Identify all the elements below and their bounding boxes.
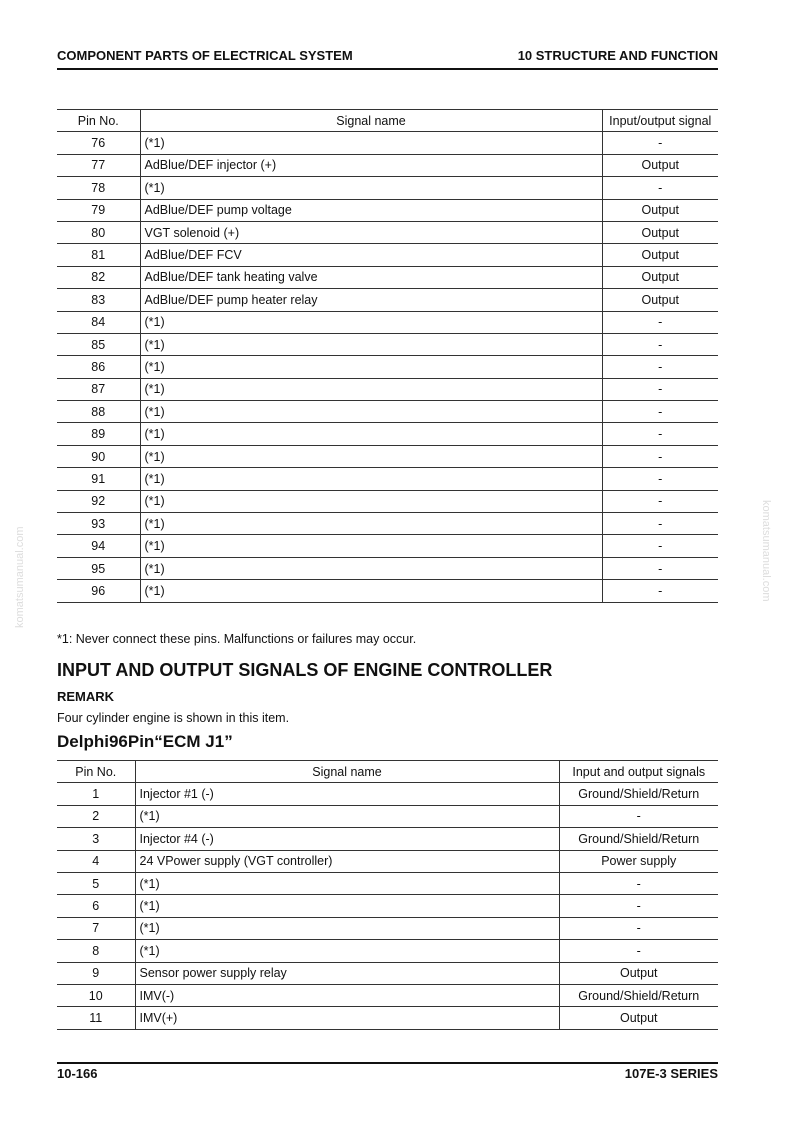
table-row bbox=[57, 580, 718, 602]
table-row bbox=[57, 199, 718, 221]
signal-name-cell: (*1) bbox=[140, 177, 602, 199]
subsection-title: Delphi96Pin“ECM J1” bbox=[57, 732, 233, 751]
table-row bbox=[57, 244, 718, 266]
io-signal-cell: - bbox=[602, 177, 718, 199]
table-row bbox=[57, 917, 718, 939]
page-header bbox=[57, 46, 718, 70]
pin-number-cell: 7 bbox=[57, 917, 135, 939]
table-row bbox=[57, 132, 718, 154]
pin-table-1 bbox=[57, 109, 718, 603]
io-signal-cell: - bbox=[602, 580, 718, 602]
signal-name-cell: (*1) bbox=[135, 895, 559, 917]
signal-name-cell: (*1) bbox=[140, 401, 602, 423]
pin-number-cell: 4 bbox=[57, 850, 135, 872]
col-signal-name: Signal name bbox=[140, 110, 602, 132]
io-signal-cell: Output bbox=[559, 1007, 718, 1029]
io-signal-cell: - bbox=[559, 805, 718, 827]
signal-name-cell: (*1) bbox=[140, 580, 602, 602]
table-row bbox=[57, 783, 718, 805]
io-signal-cell: - bbox=[602, 445, 718, 467]
pin-number-cell: 81 bbox=[57, 244, 140, 266]
table-header-row bbox=[57, 110, 718, 132]
col-pin-no: Pin No. bbox=[57, 761, 135, 783]
table-row bbox=[57, 445, 718, 467]
io-signal-cell: - bbox=[602, 356, 718, 378]
io-signal-cell: Output bbox=[602, 221, 718, 243]
table-row bbox=[57, 266, 718, 288]
table-row bbox=[57, 940, 718, 962]
signal-name-cell: VGT solenoid (+) bbox=[140, 221, 602, 243]
table-row bbox=[57, 895, 718, 917]
io-signal-cell: - bbox=[559, 940, 718, 962]
signal-name-cell: IMV(+) bbox=[135, 1007, 559, 1029]
signal-name-cell: Injector #4 (-) bbox=[135, 828, 559, 850]
io-signal-cell: Ground/Shield/Return bbox=[559, 828, 718, 850]
header-section-title: COMPONENT PARTS OF ELECTRICAL SYSTEM bbox=[57, 48, 353, 63]
pin-number-cell: 3 bbox=[57, 828, 135, 850]
table-row bbox=[57, 333, 718, 355]
io-signal-cell: - bbox=[602, 401, 718, 423]
signal-name-cell: (*1) bbox=[140, 445, 602, 467]
pin-number-cell: 77 bbox=[57, 154, 140, 176]
series-label: 107E-3 SERIES bbox=[624, 1066, 718, 1081]
signal-name-cell: AdBlue/DEF pump heater relay bbox=[140, 289, 602, 311]
io-signal-cell: - bbox=[602, 378, 718, 400]
io-signal-cell: Output bbox=[559, 962, 718, 984]
io-signal-cell: Ground/Shield/Return bbox=[559, 984, 718, 1006]
pin-number-cell: 6 bbox=[57, 895, 135, 917]
table-row bbox=[57, 423, 718, 445]
table-row bbox=[57, 984, 718, 1006]
io-signal-cell: - bbox=[602, 513, 718, 535]
table-row bbox=[57, 177, 718, 199]
signal-name-cell: (*1) bbox=[135, 872, 559, 894]
signal-name-cell: (*1) bbox=[140, 423, 602, 445]
header-chapter-title: 10 STRUCTURE AND FUNCTION bbox=[517, 48, 718, 63]
pin-number-cell: 2 bbox=[57, 805, 135, 827]
io-signal-cell: Output bbox=[602, 289, 718, 311]
table-row bbox=[57, 401, 718, 423]
pin-number-cell: 82 bbox=[57, 266, 140, 288]
io-signal-cell: - bbox=[602, 535, 718, 557]
pin-number-cell: 87 bbox=[57, 378, 140, 400]
signal-name-cell: (*1) bbox=[140, 535, 602, 557]
col-io-signals: Input and output signals bbox=[559, 761, 718, 783]
signal-name-cell: (*1) bbox=[140, 356, 602, 378]
table-row bbox=[57, 828, 718, 850]
io-signal-cell: - bbox=[602, 490, 718, 512]
signal-name-cell: (*1) bbox=[135, 917, 559, 939]
pin-number-cell: 93 bbox=[57, 513, 140, 535]
table-row bbox=[57, 1007, 718, 1029]
pin-number-cell: 96 bbox=[57, 580, 140, 602]
remark-label: REMARK bbox=[57, 689, 115, 704]
table-row bbox=[57, 378, 718, 400]
io-signal-cell: - bbox=[602, 333, 718, 355]
table-row bbox=[57, 557, 718, 579]
signal-name-cell: Injector #1 (-) bbox=[135, 783, 559, 805]
table-row bbox=[57, 468, 718, 490]
io-signal-cell: - bbox=[602, 468, 718, 490]
pin-number-cell: 91 bbox=[57, 468, 140, 490]
table-row bbox=[57, 805, 718, 827]
io-signal-cell: - bbox=[602, 557, 718, 579]
io-signal-cell: - bbox=[559, 895, 718, 917]
io-signal-cell: Output bbox=[602, 244, 718, 266]
pin-number-cell: 10 bbox=[57, 984, 135, 1006]
io-signal-cell: Ground/Shield/Return bbox=[559, 783, 718, 805]
signal-name-cell: (*1) bbox=[140, 490, 602, 512]
pin-table-2 bbox=[57, 760, 718, 1030]
pin-number-cell: 86 bbox=[57, 356, 140, 378]
signal-name-cell: (*1) bbox=[140, 132, 602, 154]
io-signal-cell: Output bbox=[602, 199, 718, 221]
table-row bbox=[57, 221, 718, 243]
signal-name-cell: AdBlue/DEF pump voltage bbox=[140, 199, 602, 221]
signal-name-cell: (*1) bbox=[140, 557, 602, 579]
signal-name-cell: (*1) bbox=[140, 468, 602, 490]
pin-number-cell: 80 bbox=[57, 221, 140, 243]
io-signal-cell: Power supply bbox=[559, 850, 718, 872]
table-header-row bbox=[57, 761, 718, 783]
watermark-right: komatsumanual.com bbox=[760, 500, 772, 602]
watermark-left: komatsumanual.com bbox=[14, 526, 26, 628]
table-row bbox=[57, 490, 718, 512]
page-number: 10-166 bbox=[57, 1066, 98, 1081]
signal-name-cell: (*1) bbox=[140, 311, 602, 333]
signal-name-cell: 24 VPower supply (VGT controller) bbox=[135, 850, 559, 872]
pin-number-cell: 94 bbox=[57, 535, 140, 557]
col-io-signal: Input/output signal bbox=[602, 110, 718, 132]
col-signal-name: Signal name bbox=[135, 761, 559, 783]
io-signal-cell: - bbox=[602, 132, 718, 154]
signal-name-cell: AdBlue/DEF tank heating valve bbox=[140, 266, 602, 288]
pin-number-cell: 5 bbox=[57, 872, 135, 894]
signal-name-cell: (*1) bbox=[135, 940, 559, 962]
pin-number-cell: 84 bbox=[57, 311, 140, 333]
page-footer bbox=[57, 1062, 718, 1084]
pin-number-cell: 95 bbox=[57, 557, 140, 579]
section-title: INPUT AND OUTPUT SIGNALS OF ENGINE CONTROLLER bbox=[57, 660, 553, 680]
signal-name-cell: (*1) bbox=[135, 805, 559, 827]
pin-number-cell: 85 bbox=[57, 333, 140, 355]
pin-number-cell: 83 bbox=[57, 289, 140, 311]
pin-number-cell: 90 bbox=[57, 445, 140, 467]
signal-name-cell: (*1) bbox=[140, 333, 602, 355]
signal-name-cell: (*1) bbox=[140, 513, 602, 535]
pin-number-cell: 89 bbox=[57, 423, 140, 445]
pin-number-cell: 78 bbox=[57, 177, 140, 199]
io-signal-cell: - bbox=[602, 423, 718, 445]
io-signal-cell: Output bbox=[602, 154, 718, 176]
pin-number-cell: 11 bbox=[57, 1007, 135, 1029]
io-signal-cell: Output bbox=[602, 266, 718, 288]
table-row bbox=[57, 356, 718, 378]
signal-name-cell: Sensor power supply relay bbox=[135, 962, 559, 984]
table-row bbox=[57, 872, 718, 894]
io-signal-cell: - bbox=[559, 872, 718, 894]
signal-name-cell: IMV(-) bbox=[135, 984, 559, 1006]
pin-number-cell: 92 bbox=[57, 490, 140, 512]
pin-number-cell: 1 bbox=[57, 783, 135, 805]
table-row bbox=[57, 962, 718, 984]
table-row bbox=[57, 513, 718, 535]
pin-number-cell: 79 bbox=[57, 199, 140, 221]
table-row bbox=[57, 311, 718, 333]
table-row bbox=[57, 850, 718, 872]
col-pin-no: Pin No. bbox=[57, 110, 140, 132]
io-signal-cell: - bbox=[559, 917, 718, 939]
table-row bbox=[57, 535, 718, 557]
table-row bbox=[57, 289, 718, 311]
signal-name-cell: (*1) bbox=[140, 378, 602, 400]
signal-name-cell: AdBlue/DEF FCV bbox=[140, 244, 602, 266]
footnote: *1: Never connect these pins. Malfunctions or failures may occur. bbox=[57, 632, 417, 646]
table-row bbox=[57, 154, 718, 176]
io-signal-cell: - bbox=[602, 311, 718, 333]
pin-number-cell: 88 bbox=[57, 401, 140, 423]
remark-text: Four cylinder engine is shown in this item. bbox=[57, 711, 290, 725]
pin-number-cell: 76 bbox=[57, 132, 140, 154]
signal-name-cell: AdBlue/DEF injector (+) bbox=[140, 154, 602, 176]
pin-number-cell: 9 bbox=[57, 962, 135, 984]
pin-number-cell: 8 bbox=[57, 940, 135, 962]
